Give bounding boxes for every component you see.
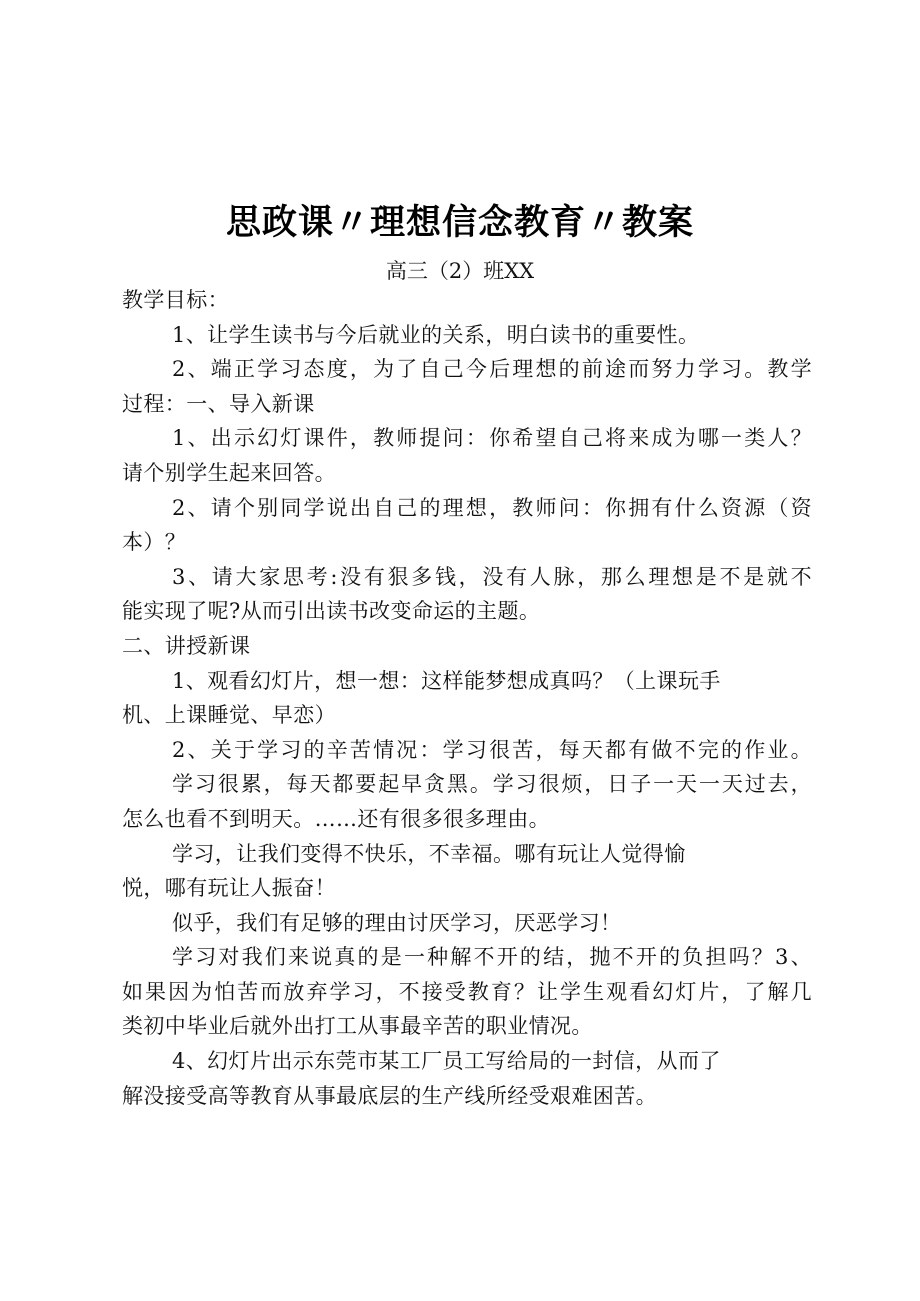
document-title: 思政课〃理想信念教育〃教案 <box>225 203 694 243</box>
paragraph-line: 2、关于学习的辛苦情况：学习很苦，每天都有做不完的作业。 <box>172 737 812 762</box>
paragraph-line: 学习对我们来说真的是一种解不开的结，抛不开的负担吗？3、 <box>172 945 812 970</box>
paragraph-line: 学习，让我们变得不快乐，不幸福。哪有玩让人觉得愉 <box>172 841 686 866</box>
paragraph-line: 4、幻灯片出示东莞市某工厂员工写给局的一封信，从而了 <box>172 1049 721 1074</box>
paragraph-line: 学习很累，每天都要起早贪黑。学习很烦，日子一天一天过去， <box>172 772 812 797</box>
paragraph-line: 似乎，我们有足够的理由讨厌学习，厌恶学习！ <box>172 910 622 935</box>
paragraph-line: 解没接受高等教育从事最底层的生产线所经受艰难困苦。 <box>122 1083 657 1108</box>
paragraph-line: 如果因为怕苦而放弃学习，不接受教育？让学生观看幻灯片，了解几 <box>122 979 812 1004</box>
paragraph-line: 怎么也看不到明天。……还有很多很多理由。 <box>122 806 550 831</box>
paragraph-line: 1、出示幻灯课件，教师提问：你希望自己将来成为哪一类人？ <box>172 426 812 451</box>
paragraph-line: 悦，哪有玩让人振奋！ <box>122 876 336 901</box>
paragraph-line: 请个别学生起来回答。 <box>122 460 336 485</box>
paragraph-line: 类初中毕业后就外出打工从事最辛苦的职业情况。 <box>122 1014 593 1039</box>
paragraph-line: 2、端正学习态度，为了自己今后理想的前途而努力学习。教学 <box>172 357 812 382</box>
paragraph-line: 1、观看幻灯片，想一想：这样能梦想成真吗？（上课玩手 <box>172 668 721 693</box>
paragraph-line: 本）？ <box>122 530 187 555</box>
paragraph-line: 1、让学生读书与今后就业的关系，明白读书的重要性。 <box>172 322 700 347</box>
paragraph-line: 3、请大家思考:没有狠多钱，没有人脉，那么理想是不是就不 <box>172 564 812 589</box>
paragraph-line: 过程：一、导入新课 <box>122 391 315 416</box>
paragraph-line: 2、请个别同学说出自己的理想，教师问：你拥有什么资源（资 <box>172 495 812 520</box>
paragraph-line: 教学目标： <box>122 288 229 312</box>
paragraph-line: 能实现了呢?从而引出读书改变命运的主题。 <box>122 599 541 624</box>
document-subtitle: 高三（2）班XX <box>385 259 535 283</box>
paragraph-line: 二、讲授新课 <box>122 633 251 658</box>
document-body <box>122 283 812 1113</box>
paragraph-line: 机、上课睡觉、早恋） <box>122 703 336 728</box>
